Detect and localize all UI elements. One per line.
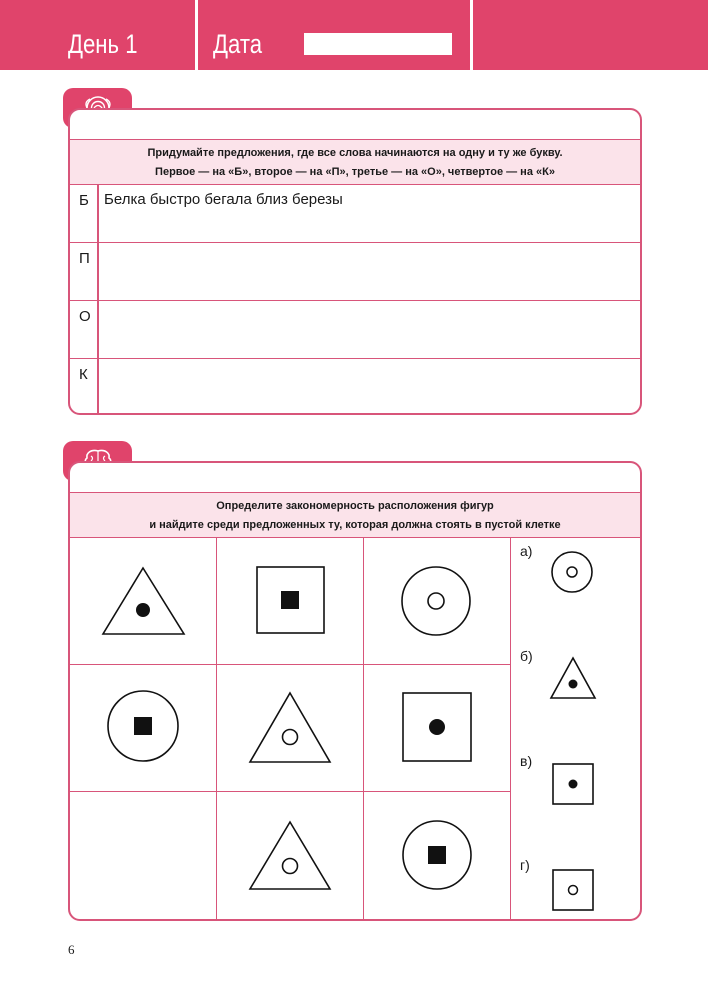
- grid-cell: [70, 538, 217, 665]
- row-letter: О: [79, 308, 91, 325]
- task1-card: [68, 108, 642, 415]
- row-letter: П: [79, 250, 90, 267]
- grid-cell: [217, 792, 364, 921]
- instruction-line2: Первое — на «Б», второе — на «П», третье — на «О», четвертое — на «К»: [155, 166, 555, 178]
- square-with-square-figure: [217, 538, 362, 663]
- triangle-with-circle-figure: [217, 665, 362, 790]
- header-divider: [470, 0, 473, 70]
- option-label-g: г): [520, 857, 530, 873]
- circle-with-square-figure: [364, 792, 509, 917]
- grid-cell: [217, 665, 364, 792]
- task2-card: [68, 461, 642, 921]
- row-letter: Б: [79, 192, 89, 209]
- option-label-a: а): [520, 543, 533, 559]
- instruction-line1: Определите закономерность расположения фигур: [216, 500, 494, 512]
- circle-with-square-figure: [70, 665, 215, 790]
- sentence-row[interactable]: [70, 243, 640, 301]
- circle-with-circle-figure: [364, 538, 509, 663]
- grid-cell: [364, 665, 511, 792]
- instruction-line1: Придумайте предложения, где все слова начинаются на одну и ту же букву.: [147, 147, 563, 159]
- option-a-circle-with-circle[interactable]: [549, 549, 595, 595]
- header-divider: [195, 0, 198, 70]
- grid-cell: [70, 665, 217, 792]
- option-b-triangle-with-dot[interactable]: [548, 655, 598, 701]
- option-g-square-with-circle[interactable]: [551, 868, 595, 912]
- grid-cell: [364, 792, 511, 921]
- row-sentence[interactable]: Белка быстро бегала близ березы: [104, 191, 343, 208]
- option-label-v: в): [520, 753, 533, 769]
- square-with-dot-figure: [364, 665, 509, 790]
- empty-answer-cell[interactable]: [70, 792, 217, 921]
- task2-instruction: [70, 492, 640, 538]
- instruction-line2: и найдите среди предложенных ту, которая должна стоять в пустой клетке: [149, 519, 561, 531]
- grid-cell: [217, 538, 364, 665]
- triangle-with-dot-figure: [70, 538, 215, 663]
- row-letter: К: [79, 366, 88, 383]
- date-label: Дата: [213, 29, 263, 59]
- day-title: День 1: [68, 29, 138, 59]
- task1-instruction: [70, 139, 640, 185]
- sentence-row[interactable]: [70, 359, 640, 415]
- sentence-row[interactable]: [70, 301, 640, 359]
- sentence-row[interactable]: [70, 185, 640, 243]
- header-bar: [0, 0, 708, 70]
- page-number: 6: [68, 942, 75, 957]
- triangle-with-circle-figure: [217, 792, 362, 917]
- grid-cell: [364, 538, 511, 665]
- option-label-b: б): [520, 648, 533, 664]
- option-v-square-with-dot[interactable]: [551, 762, 595, 806]
- date-field[interactable]: [304, 33, 452, 55]
